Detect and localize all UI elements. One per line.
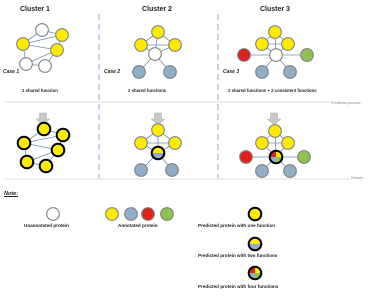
legend-one-function-icon [249, 208, 262, 221]
prediction-process-label: Prediction process [331, 101, 361, 105]
annotated-node [284, 66, 297, 79]
unannotated-node [39, 60, 52, 73]
annotated-node [135, 39, 148, 52]
unannotated-node [20, 58, 33, 71]
cluster-3-functions: 2 shared functions + 2 consistent functions [228, 88, 317, 93]
predicted-one-function-node [21, 156, 34, 169]
case-1-label: Case 1 [3, 69, 20, 75]
case-2-label: Case 2 [104, 69, 121, 75]
annotated-node [51, 44, 64, 57]
legend-annotated-red-icon [142, 208, 155, 221]
cluster-1-functions: 1 shared function [22, 88, 58, 93]
annotated-node [164, 66, 177, 79]
annotated-node [152, 26, 165, 39]
note-title: Note: [4, 191, 19, 197]
annotated-node [135, 137, 148, 150]
annotated-node [284, 165, 297, 178]
cluster-3-title: Cluster 3 [260, 6, 290, 13]
annotated-node [56, 29, 69, 42]
legend-four-functions-text: Predicted protein with four functions [198, 284, 279, 289]
legend-annotated-text: Annotated protein [118, 223, 158, 228]
legend-unannotated-text: Unannotated protein [24, 223, 69, 228]
annotated-node [256, 38, 269, 51]
predicted-one-function-node [38, 123, 51, 136]
annotated-node [282, 137, 295, 150]
annotated-node [17, 38, 30, 51]
annotated-node [282, 38, 295, 51]
case-3-label: Case 3 [223, 69, 240, 75]
annotated-node [133, 66, 146, 79]
annotated-node [169, 137, 182, 150]
results-label: Results [351, 176, 363, 180]
cluster-2-functions: 2 shared functions [128, 88, 167, 93]
annotated-node [240, 151, 253, 164]
predicted-one-function-node [40, 160, 53, 173]
legend-annotated-yellow-icon [106, 208, 119, 221]
cluster-3-arrow [267, 113, 281, 125]
predicted-one-function-node [18, 137, 31, 150]
cluster-1-title: Cluster 1 [20, 6, 50, 13]
annotated-node [238, 49, 251, 62]
cluster-2-title: Cluster 2 [142, 6, 172, 13]
predicted-one-function-node [52, 144, 65, 157]
annotated-node [269, 26, 282, 39]
annotated-node [166, 164, 179, 177]
predicted-one-function-node [57, 129, 70, 142]
legend-annotated-blue-icon [125, 208, 138, 221]
annotated-node [256, 165, 269, 178]
legend-two-functions-text: Predicted protein with two functions [198, 253, 278, 258]
legend-annotated-green-icon [161, 208, 174, 221]
annotated-node [152, 124, 165, 137]
unannotated-node [270, 49, 283, 62]
annotated-node [169, 39, 182, 52]
annotated-node [269, 125, 282, 138]
unannotated-node [149, 48, 162, 61]
legend-unannotated-icon [47, 208, 60, 221]
annotated-node [301, 49, 314, 62]
legend-one-function-text: Predicted protein with one function [198, 223, 276, 228]
unannotated-node [36, 24, 49, 37]
annotated-node [256, 137, 269, 150]
annotated-node [298, 151, 311, 164]
annotated-node [256, 66, 269, 79]
annotated-node [135, 164, 148, 177]
